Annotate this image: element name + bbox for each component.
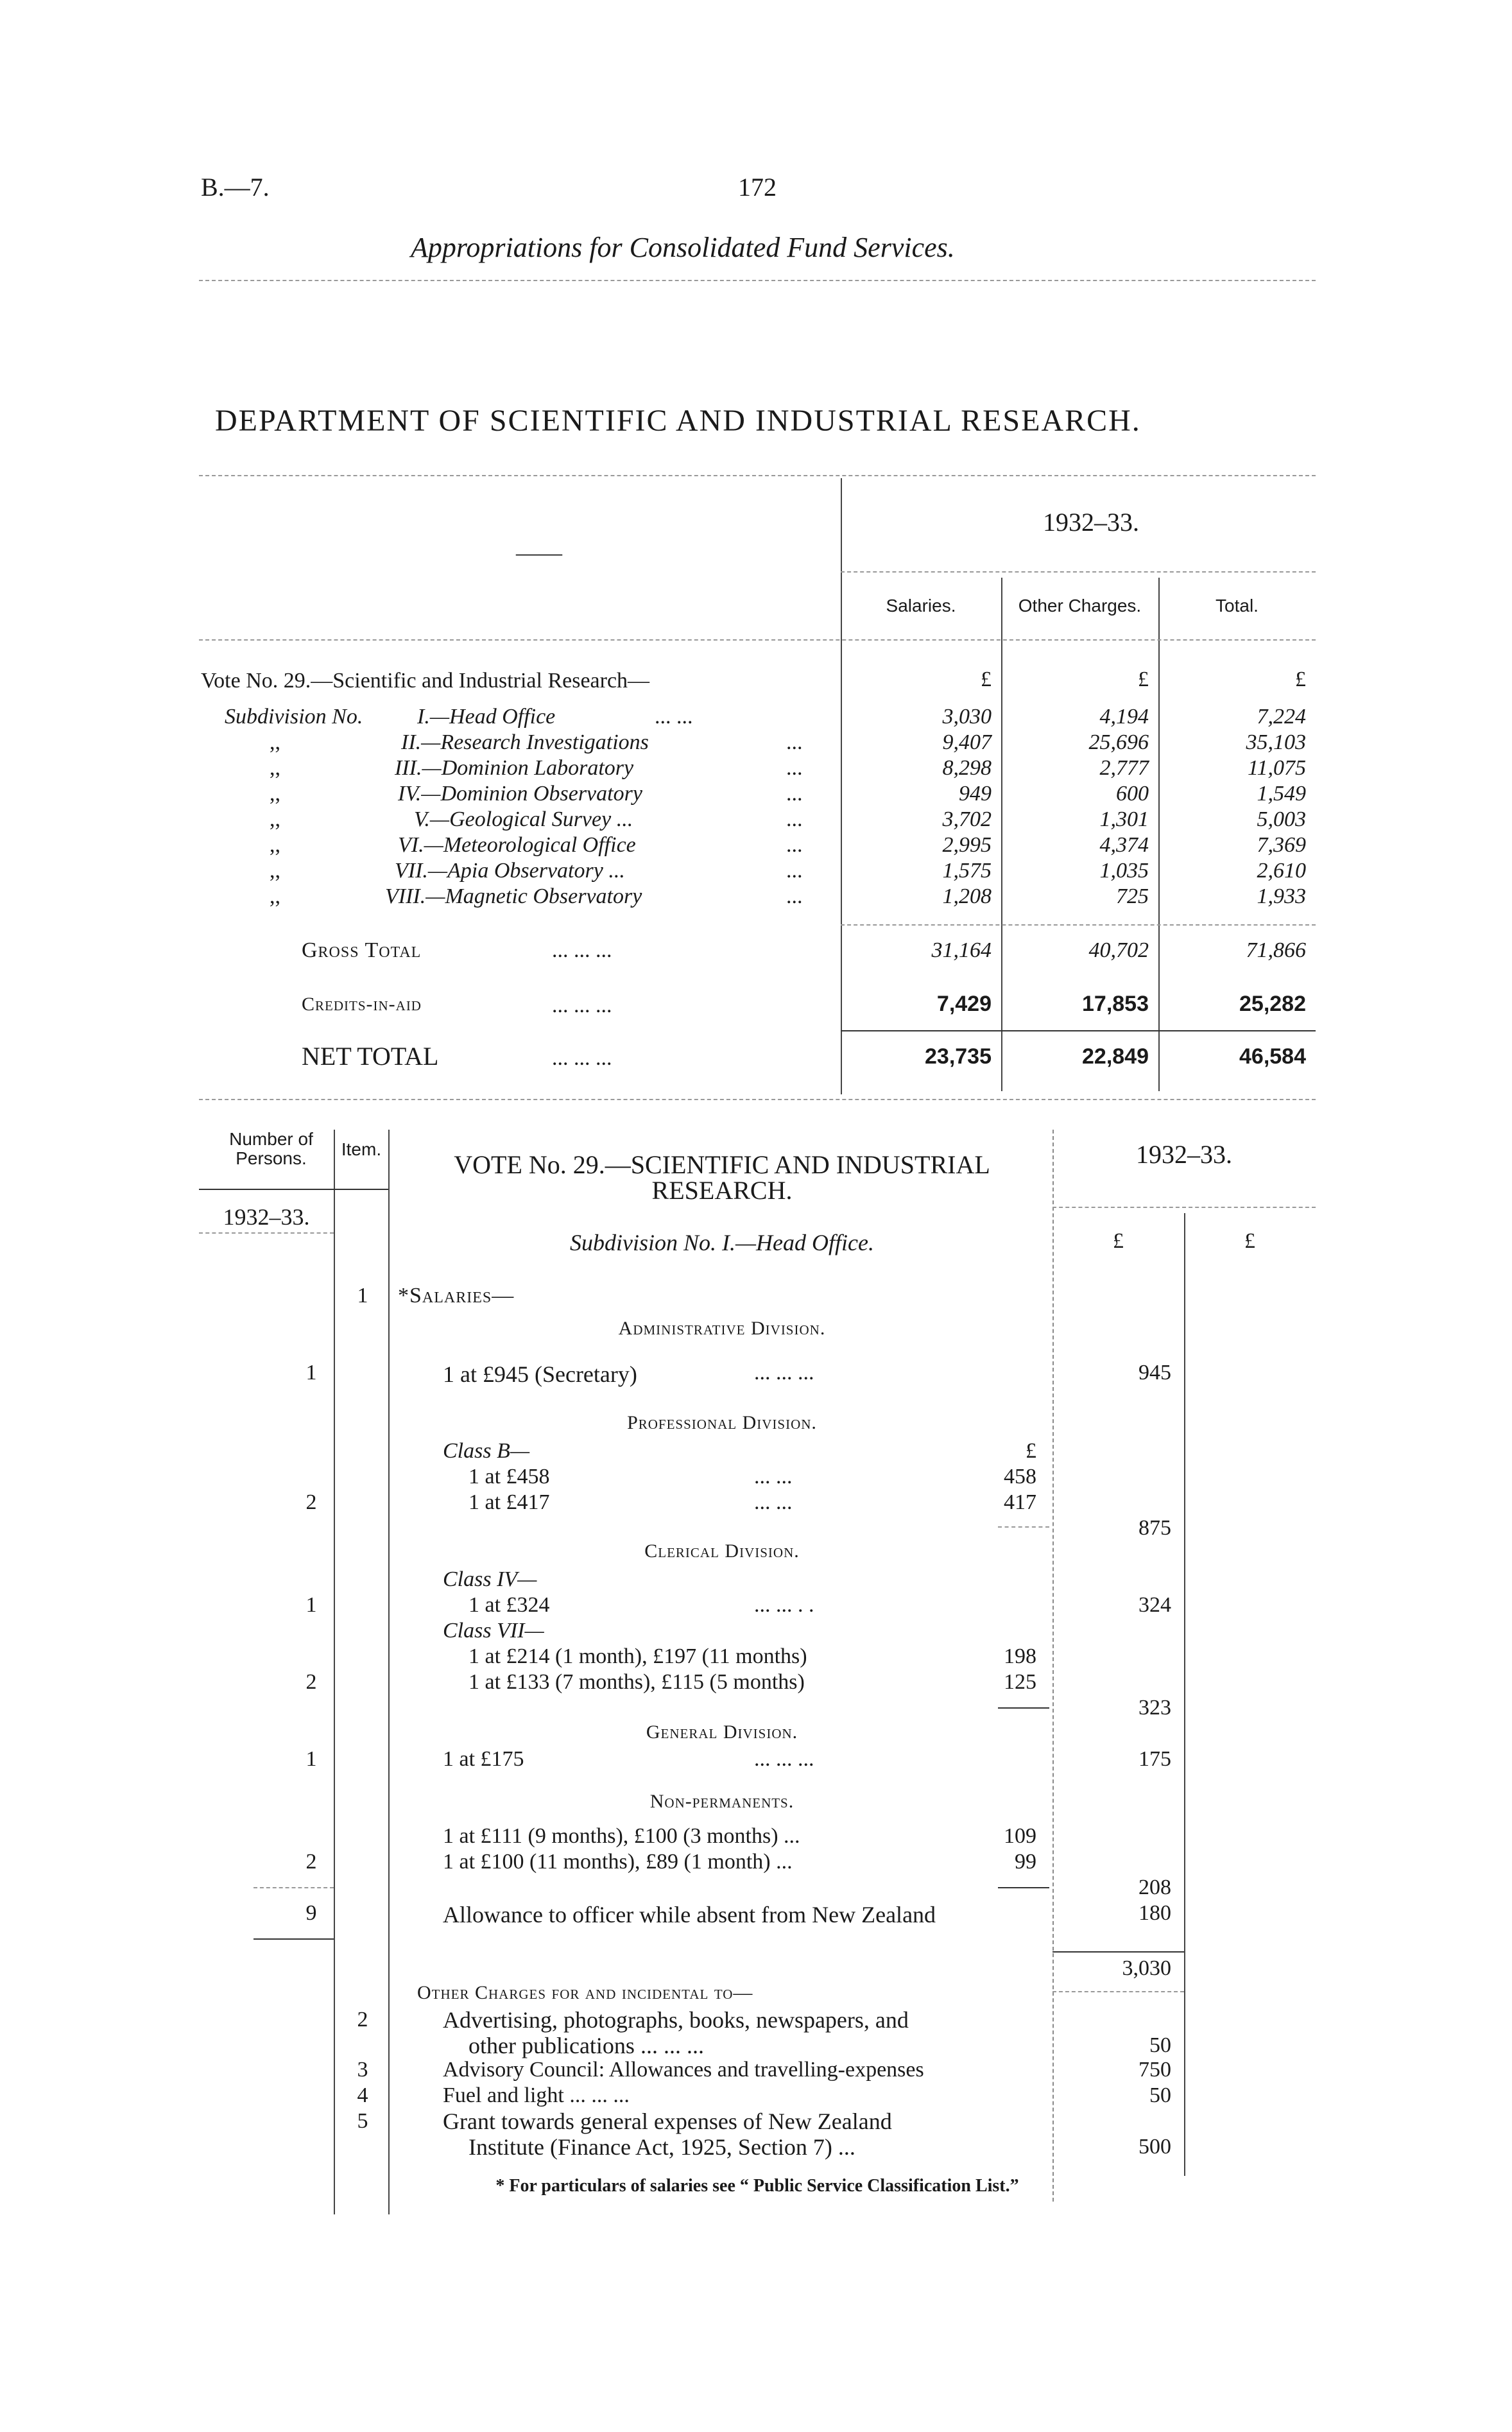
summary-row-total: 5,003 xyxy=(1257,807,1306,831)
summary-row-total: 7,224 xyxy=(1257,705,1306,729)
summary-row-prefix: ,, xyxy=(270,756,280,780)
summary-row-total: 35,103 xyxy=(1246,730,1306,754)
clerical-dots-1: ... ... . . xyxy=(754,1593,814,1617)
credits-salaries: 7,429 xyxy=(936,992,992,1016)
clerical-val-3: 125 xyxy=(1004,1670,1036,1694)
other-item-line-1: Advisory Council: Allowances and travelling-expenses xyxy=(443,2058,924,2082)
header-rule xyxy=(199,280,1316,281)
general-dots: ... ... ... xyxy=(754,1747,814,1771)
salaries-total: 3,030 xyxy=(1122,1956,1171,1980)
summary-row-other: 4,374 xyxy=(1099,833,1149,857)
other-item-line-1: Grant towards general expenses of New Zealand xyxy=(443,2109,892,2134)
professional-class: Class B— xyxy=(443,1439,530,1463)
other-item-line-1: Advertising, photographs, books, newspapers, and xyxy=(443,2007,909,2033)
nonperm-persons: 2 xyxy=(305,1850,317,1874)
summary-row-prefix: ,, xyxy=(270,807,280,831)
admin-line: 1 at £945 (Secretary) xyxy=(443,1361,637,1387)
summary-row-dots: ... xyxy=(786,884,803,908)
gross-total-salaries: 31,164 xyxy=(931,938,992,962)
other-item-number: 5 xyxy=(357,2109,368,2133)
summary-row-salaries: 3,030 xyxy=(942,705,992,729)
persons-total: 9 xyxy=(305,1901,317,1925)
credits-dots: ... ... ... xyxy=(552,994,612,1017)
other-item-number: 2 xyxy=(357,2008,368,2031)
summary-row-salaries: 9,407 xyxy=(942,730,992,754)
summary-row-dots: ... xyxy=(786,756,803,780)
summary-row-total: 2,610 xyxy=(1257,859,1306,883)
summary-row-other: 25,696 xyxy=(1088,730,1149,754)
detail-currency-1: £ xyxy=(1113,1229,1124,1253)
subdivision-title: Subdivision No. I.—Head Office. xyxy=(570,1230,874,1255)
summary-row-other: 1,035 xyxy=(1099,859,1149,883)
professional-line-2: 1 at £417 xyxy=(468,1490,550,1514)
net-total-dots: ... ... ... xyxy=(552,1046,612,1070)
summary-row-salaries: 1,208 xyxy=(942,884,992,908)
currency-salaries: £ xyxy=(981,668,992,691)
admin-dots: ... ... ... xyxy=(754,1361,814,1384)
summary-row-label: VIII.—Magnetic Observatory xyxy=(385,884,642,908)
summary-row-salaries: 949 xyxy=(959,782,992,806)
summary-row-other: 4,194 xyxy=(1099,705,1149,729)
gross-total-label: Gross Total xyxy=(302,938,422,962)
summary-row-total: 1,933 xyxy=(1257,884,1306,908)
summary-row-dots: ... xyxy=(786,859,803,883)
currency-other: £ xyxy=(1138,668,1149,691)
document-ref: B.—7. xyxy=(201,173,270,202)
admin-heading: Administrative Division. xyxy=(618,1318,826,1339)
summary-row-prefix: ,, xyxy=(270,730,280,754)
credits-label: Credits-in-aid xyxy=(302,994,422,1015)
summary-row-other: 2,777 xyxy=(1099,756,1149,780)
gross-total-other: 40,702 xyxy=(1088,938,1149,962)
professional-dots-2: ... ... xyxy=(754,1490,793,1514)
other-item-amount: 50 xyxy=(1149,2033,1171,2057)
clerical-amount-2: 323 xyxy=(1138,1696,1171,1720)
summary-row-label: I.—Head Office xyxy=(417,705,556,729)
professional-val-1: 458 xyxy=(1004,1465,1036,1488)
gross-total-total: 71,866 xyxy=(1246,938,1306,962)
summary-row-salaries: 1,575 xyxy=(942,859,992,883)
summary-row-label: VII.—Apia Observatory ... xyxy=(395,859,625,883)
nonperm-line-2: 1 at £100 (11 months), £89 (1 month) ... xyxy=(443,1850,793,1874)
summary-row-prefix: ,, xyxy=(270,782,280,806)
summary-row-label: III.—Dominion Laboratory xyxy=(395,756,634,780)
other-charges-heading: Other Charges for and incidental to— xyxy=(417,1982,753,2003)
other-item-number: 4 xyxy=(357,2083,368,2107)
salaries-label: *Salaries— xyxy=(398,1284,515,1307)
footnote: * For particulars of salaries see “ Public Service Classification List.” xyxy=(495,2176,1019,2196)
net-total-total: 46,584 xyxy=(1239,1044,1306,1069)
professional-line-1: 1 at £458 xyxy=(468,1465,550,1488)
clerical-class-4: Class IV— xyxy=(443,1567,537,1591)
summary-row-label: V.—Geological Survey ... xyxy=(414,807,633,831)
summary-row-dots: ... xyxy=(786,782,803,806)
other-item-amount: 500 xyxy=(1138,2135,1171,2159)
nonperm-heading: Non-permanents. xyxy=(649,1791,795,1812)
other-item-number: 3 xyxy=(357,2058,368,2082)
summary-row-other: 600 xyxy=(1116,782,1149,806)
clerical-val-2: 198 xyxy=(1004,1644,1036,1668)
credits-other: 17,853 xyxy=(1082,992,1149,1016)
department-title: DEPARTMENT OF SCIENTIFIC AND INDUSTRIAL RESEARCH. xyxy=(215,404,1141,438)
summary-row-salaries: 3,702 xyxy=(942,807,992,831)
other-item-line-2: other publications ... ... ... xyxy=(468,2033,704,2058)
summary-row-other: 1,301 xyxy=(1099,807,1149,831)
summary-row-salaries: 2,995 xyxy=(942,833,992,857)
clerical-line-2: 1 at £214 (1 month), £197 (11 months) xyxy=(468,1644,807,1668)
professional-heading: Professional Division. xyxy=(627,1412,817,1433)
net-total-salaries: 23,735 xyxy=(925,1044,992,1069)
clerical-class-7: Class VII— xyxy=(443,1619,544,1643)
summary-row-total: 11,075 xyxy=(1248,756,1306,780)
summary-row-label: II.—Research Investigations xyxy=(401,730,649,754)
currency-total: £ xyxy=(1295,668,1306,691)
summary-row-total: 7,369 xyxy=(1257,833,1306,857)
clerical-persons-1: 1 xyxy=(305,1593,317,1617)
admin-amount: 945 xyxy=(1138,1361,1171,1384)
summary-row-dots: ... ... xyxy=(655,705,693,729)
credits-total: 25,282 xyxy=(1239,992,1306,1016)
summary-row-dots: ... xyxy=(786,833,803,857)
professional-persons: 2 xyxy=(305,1490,317,1514)
general-line: 1 at £175 xyxy=(443,1747,524,1771)
running-title: Appropriations for Consolidated Fund Services. xyxy=(411,232,955,263)
summary-row-prefix: ,, xyxy=(270,833,280,857)
col-other-charges: Other Charges. xyxy=(1018,596,1142,616)
page-number: 172 xyxy=(738,173,777,202)
detail-year: 1932–33. xyxy=(1136,1140,1232,1169)
detail-currency-2: £ xyxy=(1244,1229,1255,1253)
clerical-heading: Clerical Division. xyxy=(644,1540,800,1562)
general-persons: 1 xyxy=(305,1747,317,1771)
col-total: Total. xyxy=(1216,596,1259,616)
net-total-other: 22,849 xyxy=(1082,1044,1149,1069)
summary-row-other: 725 xyxy=(1116,884,1149,908)
allowance-line: Allowance to officer while absent from New Zealand xyxy=(443,1902,936,1927)
summary-row-label: VI.—Meteorological Office xyxy=(398,833,636,857)
summary-row-salaries: 8,298 xyxy=(942,756,992,780)
clerical-persons-2: 2 xyxy=(305,1670,317,1694)
clerical-amount-1: 324 xyxy=(1138,1593,1171,1617)
summary-row-total: 1,549 xyxy=(1257,782,1306,806)
clerical-line-3: 1 at £133 (7 months), £115 (5 months) xyxy=(468,1670,805,1694)
summary-row-prefix: ,, xyxy=(270,884,280,908)
net-total-label: NET TOTAL xyxy=(302,1042,439,1071)
nonperm-line-1: 1 at £111 (9 months), £100 (3 months) ... xyxy=(443,1824,800,1848)
professional-val-2: 417 xyxy=(1004,1490,1036,1514)
general-heading: General Division. xyxy=(646,1721,798,1743)
gross-total-dots: ... ... ... xyxy=(552,938,612,962)
summary-year: 1932–33. xyxy=(1043,508,1139,537)
other-item-line-2: Institute (Finance Act, 1925, Section 7) ... xyxy=(468,2134,855,2160)
summary-row-prefix: Subdivision No. xyxy=(225,705,363,729)
other-item-amount: 50 xyxy=(1149,2083,1171,2107)
nonperm-amount: 208 xyxy=(1138,1876,1171,1899)
general-amount: 175 xyxy=(1138,1747,1171,1771)
allowance-amount: 180 xyxy=(1138,1901,1171,1925)
nonperm-val-1: 109 xyxy=(1004,1824,1036,1848)
col-number-of-persons: Number of Persons. xyxy=(229,1129,313,1168)
summary-dash: —— xyxy=(516,540,562,565)
clerical-line-1: 1 at £324 xyxy=(468,1593,550,1617)
professional-dots-1: ... ... xyxy=(754,1465,793,1488)
other-item-amount: 750 xyxy=(1138,2058,1171,2082)
vote-title: Vote No. 29.—Scientific and Industrial Research— xyxy=(201,669,650,693)
summary-row-dots: ... xyxy=(786,807,803,831)
persons-year: 1932–33. xyxy=(223,1204,310,1230)
col-item: Item. xyxy=(341,1139,382,1159)
professional-amount: 875 xyxy=(1138,1516,1171,1540)
admin-persons: 1 xyxy=(305,1361,317,1384)
summary-row-prefix: ,, xyxy=(270,859,280,883)
professional-pound: £ xyxy=(1026,1439,1036,1463)
summary-row-label: IV.—Dominion Observatory xyxy=(398,782,642,806)
salaries-item: 1 xyxy=(357,1284,368,1307)
other-item-line-1: Fuel and light ... ... ... xyxy=(443,2083,630,2107)
nonperm-val-2: 99 xyxy=(1015,1850,1036,1874)
vote-heading: VOTE No. 29.—SCIENTIFIC AND INDUSTRIAL RESEARCH. xyxy=(454,1150,990,1205)
summary-row-dots: ... xyxy=(786,730,803,754)
col-salaries: Salaries. xyxy=(886,596,956,616)
